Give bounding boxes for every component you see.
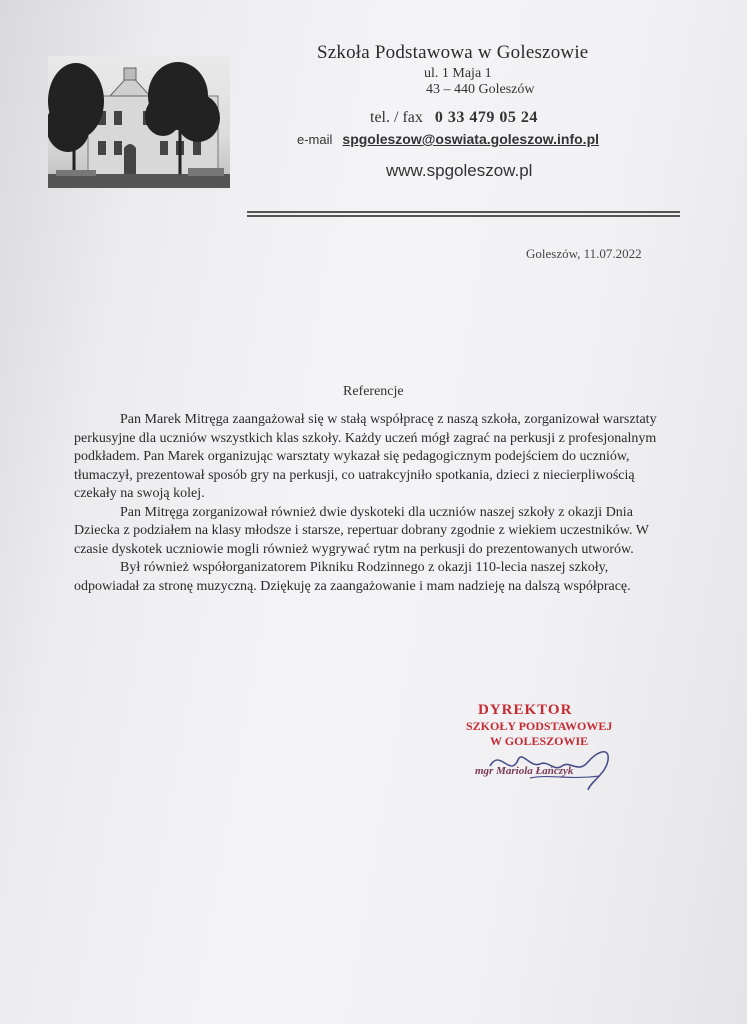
stamp-school: SZKOŁY PODSTAWOWEJ	[466, 719, 613, 733]
stamp-title: DYREKTOR	[478, 702, 573, 718]
body-paragraph: Pan Marek Mitręga zaangażował się w stałą współpracę z naszą szkoła, zorganizował warsztaty perkusyjne dla uczniów wszystkich klas szkoły. Każdy uczeń mógł zagrać na perkusji z profesjonalnym podkładem. Pan Marek organizując warsztaty wykazał się pedagogicznym podejściem do uczniów, tłumaczył, prezentował sposób gry na perkusji, co uatrakcyjniło spotkania, dzieci z niecierpliwością czekały na swoją kolej.	[74, 412, 657, 501]
stamp-signatory: mgr Mariola Łańczyk	[475, 765, 574, 777]
website-link[interactable]: www.spgoleszow.pl	[386, 161, 533, 180]
address-street: ul. 1 Maja 1	[424, 66, 492, 81]
stamp-town: W GOLESZOWIE	[490, 734, 589, 748]
header-divider	[247, 211, 680, 213]
school-building-illustration	[48, 56, 230, 188]
email-line	[297, 131, 599, 147]
school-building-photo	[48, 56, 230, 188]
handwritten-signature	[470, 738, 620, 798]
phone-number: 0 33 479 05 24	[434, 109, 538, 126]
body-paragraph: Pan Mitręga zorganizował również dwie dyskoteki dla uczniów naszej szkoły z okazji Dnia Dziecka z podziałem na klasy młodsze i starsze, repertuar dobrany zgodnie z wiekiem uczestników. W czasie dyskotek uczniowie mogli również wygrywać rytm na perkusji do prezentowanych utworów.	[74, 504, 649, 557]
school-name: Szkoła Podstawowa w Goleszowie	[317, 42, 589, 63]
letter-title: Referencje	[343, 384, 404, 399]
header-divider-second	[247, 215, 680, 217]
address-city: 43 – 440 Goleszów	[426, 82, 535, 97]
email-label: e-mail	[297, 132, 333, 147]
letter-date: Goleszów, 11.07.2022	[526, 246, 642, 261]
letter-body	[74, 411, 674, 596]
body-paragraph: Był również współorganizatorem Pikniku Rodzinnego z okazji 110-lecia naszej szkoły, odpowiadał za stronę muzyczną. Dziękuję za zaangażowanie i mam nadzieję na dalszą współpracę.	[74, 560, 631, 594]
phone-line	[370, 109, 538, 127]
phone-label: tel. / fax	[370, 109, 423, 126]
email-link[interactable]: spgoleszow@oswiata.goleszow.info.pl	[342, 131, 600, 147]
